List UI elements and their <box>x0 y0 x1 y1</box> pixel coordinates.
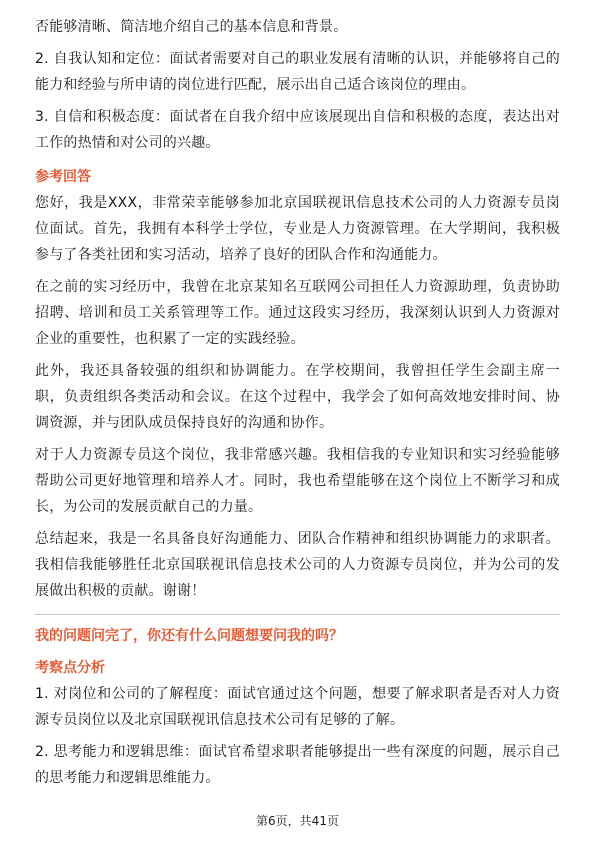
analysis-point-1: 1. 对岗位和公司的了解程度：面试官通过这个问题，想要了解求职者是否对人力资源专员岗位以及北京国联视讯信息技术公司有足够的了解。 <box>35 686 560 728</box>
page-number: 第6页，共41页 <box>256 814 339 828</box>
intro-continued-text: 否能够清晰、简洁地介绍自己的基本信息和背景。 <box>35 19 348 35</box>
answer-paragraph-2: 在之前的实习经历中，我曾在北京某知名互联网公司担任人力资源助理，负责协助招聘、培训和员工关系管理等工作。通过这段实习经历，我深刻认识到人力资源对企业的重要性，也积累了一定的实践经验。 <box>35 279 560 347</box>
analysis-heading: 考察点分析 <box>35 660 105 676</box>
intro-point-3: 3. 自信和积极态度：面试者在自我介绍中应该展现出自信和积极的态度，表达出对工作的热情和对公司的兴趣。 <box>35 109 560 151</box>
document-body <box>35 14 560 791</box>
next-question: 我的问题问完了，你还有什么问题想要问我的吗？ <box>35 628 343 644</box>
intro-point-2: 2. 自我认知和定位：面试者需要对自己的职业发展有清晰的认识，并能够将自己的能力和经验与所申请的岗位进行匹配，展示出自己适合该岗位的理由。 <box>35 51 560 93</box>
answer-paragraph-1: 您好，我是XXX，非常荣幸能够参加北京国联视讯信息技术公司的人力资源专员岗位面试。首先，我拥有本科学士学位，专业是人力资源管理。在大学期间，我积极参与了各类社团和实习活动，培养了良好的团队合作和沟通能力。 <box>35 195 560 263</box>
answer-paragraph-5: 总结起来，我是一名具备良好沟通能力、团队合作精神和组织协调能力的求职者。我相信我能够胜任北京国联视讯信息技术公司的人力资源专员岗位，并为公司的发展做出积极的贡献。谢谢！ <box>35 531 560 599</box>
answer-heading: 参考回答 <box>35 169 91 185</box>
answer-paragraph-4: 对于人力资源专员这个岗位，我非常感兴趣。我相信我的专业知识和实习经验能够帮助公司更好地管理和培养人才。同时，我也希望能够在这个岗位上不断学习和成长，为公司的发展贡献自己的力量。 <box>35 447 560 515</box>
analysis-point-2: 2. 思考能力和逻辑思维：面试官希望求职者能够提出一些有深度的问题，展示自己的思考能力和逻辑思维能力。 <box>35 744 560 786</box>
answer-paragraph-3: 此外，我还具备较强的组织和协调能力。在学校期间，我曾担任学生会副主席一职，负责组织各类活动和会议。在这个过程中，我学会了如何高效地安排时间、协调资源，并与团队成员保持良好的沟通和协作。 <box>35 363 560 431</box>
section-divider <box>35 614 560 615</box>
